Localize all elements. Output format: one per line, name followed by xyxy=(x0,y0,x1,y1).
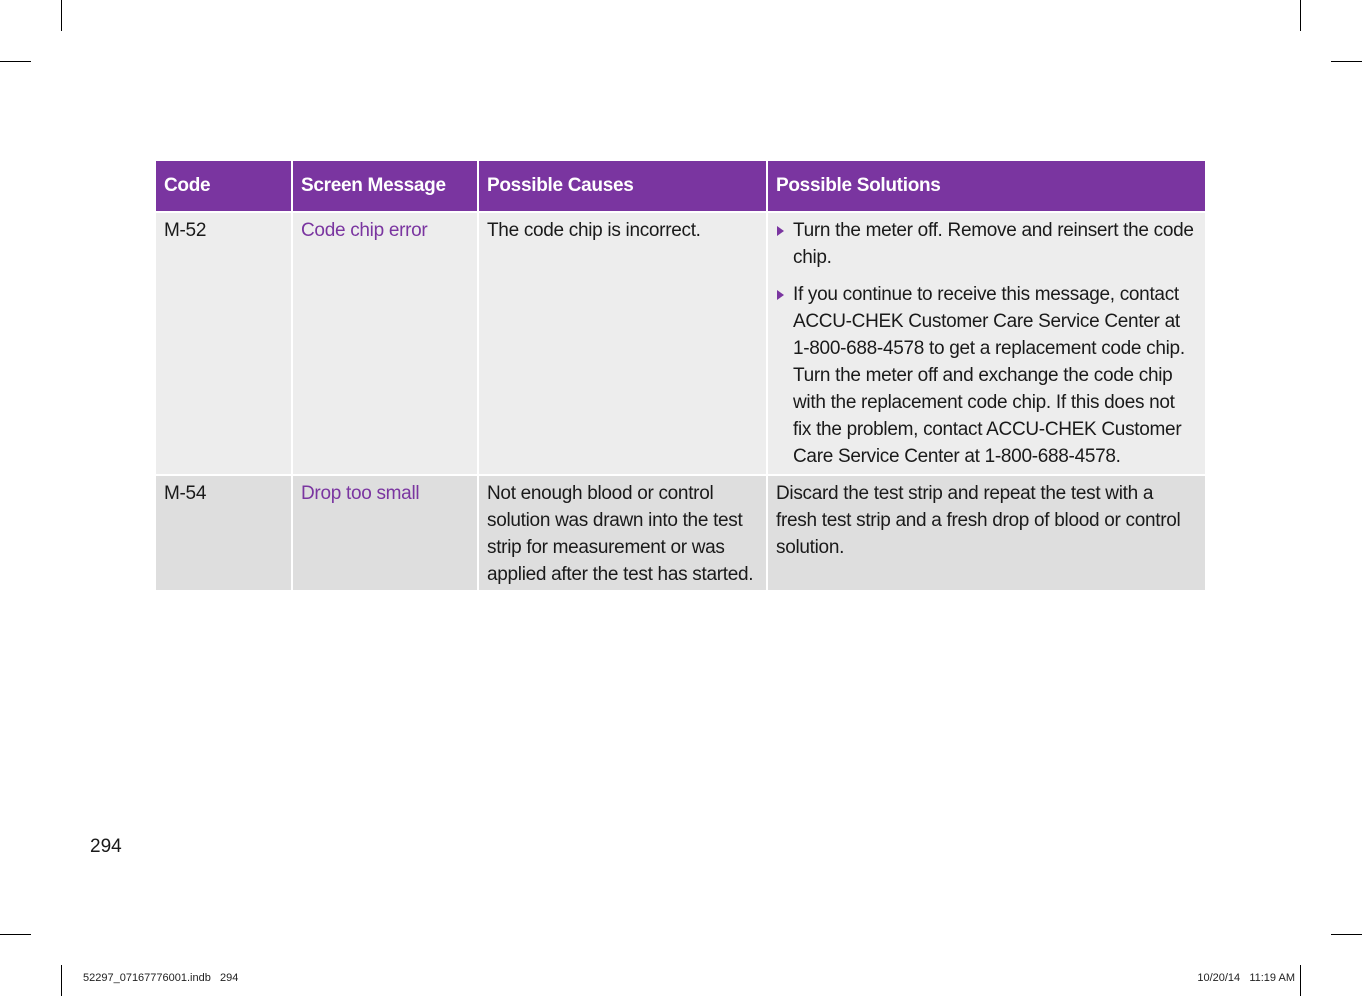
solution-item xyxy=(776,217,1197,271)
solution-cell xyxy=(768,211,1205,474)
solution-cell: Discard the test strip and repeat the test with a fresh test strip and a fresh drop of blood or control solution. xyxy=(768,474,1205,590)
crop-mark xyxy=(1300,0,1301,31)
header-code: Code xyxy=(156,161,293,211)
code-cell: M-52 xyxy=(156,211,293,474)
footer-datetime: 10/20/14 11:19 AM xyxy=(1197,972,1295,984)
screen-message-cell: Code chip error xyxy=(293,211,479,474)
crop-mark xyxy=(1331,61,1362,62)
solution-text: Turn the meter off. Remove and reinsert the code chip. xyxy=(793,220,1194,268)
crop-mark xyxy=(1300,965,1301,996)
footer-file-info: 52297_07167776001.indb 294 xyxy=(83,972,239,984)
crop-mark xyxy=(0,934,31,935)
table-row xyxy=(156,211,1205,474)
crop-mark xyxy=(0,61,31,62)
table-row xyxy=(156,474,1205,590)
header-screen-message: Screen Message xyxy=(293,161,479,211)
triangle-bullet-icon xyxy=(777,290,784,300)
solution-list xyxy=(776,217,1197,470)
triangle-bullet-icon xyxy=(777,226,784,236)
error-message-table xyxy=(156,161,1205,590)
cause-cell: The code chip is incorrect. xyxy=(479,211,768,474)
table-header-row xyxy=(156,161,1205,211)
crop-mark xyxy=(61,965,62,996)
cause-cell: Not enough blood or control solution was drawn into the test strip for measurement or was applied after the test has started. xyxy=(479,474,768,590)
screen-message-cell: Drop too small xyxy=(293,474,479,590)
solution-text: If you continue to receive this message, contact ACCU-CHEK Customer Care Service Center at 1-800-688-4578 to get a replacement code chip. Turn the meter off and exchange the code chip with the replacement code chip. If this does not fix the problem, contact ACCU-CHEK Customer Care Service Center at 1-800-688-4578. xyxy=(793,284,1185,467)
code-cell: M-54 xyxy=(156,474,293,590)
header-possible-solutions: Possible Solutions xyxy=(768,161,1205,211)
solution-item xyxy=(776,281,1197,470)
header-possible-causes: Possible Causes xyxy=(479,161,768,211)
crop-mark xyxy=(1331,934,1362,935)
crop-mark xyxy=(61,0,62,31)
page-number: 294 xyxy=(90,836,122,857)
